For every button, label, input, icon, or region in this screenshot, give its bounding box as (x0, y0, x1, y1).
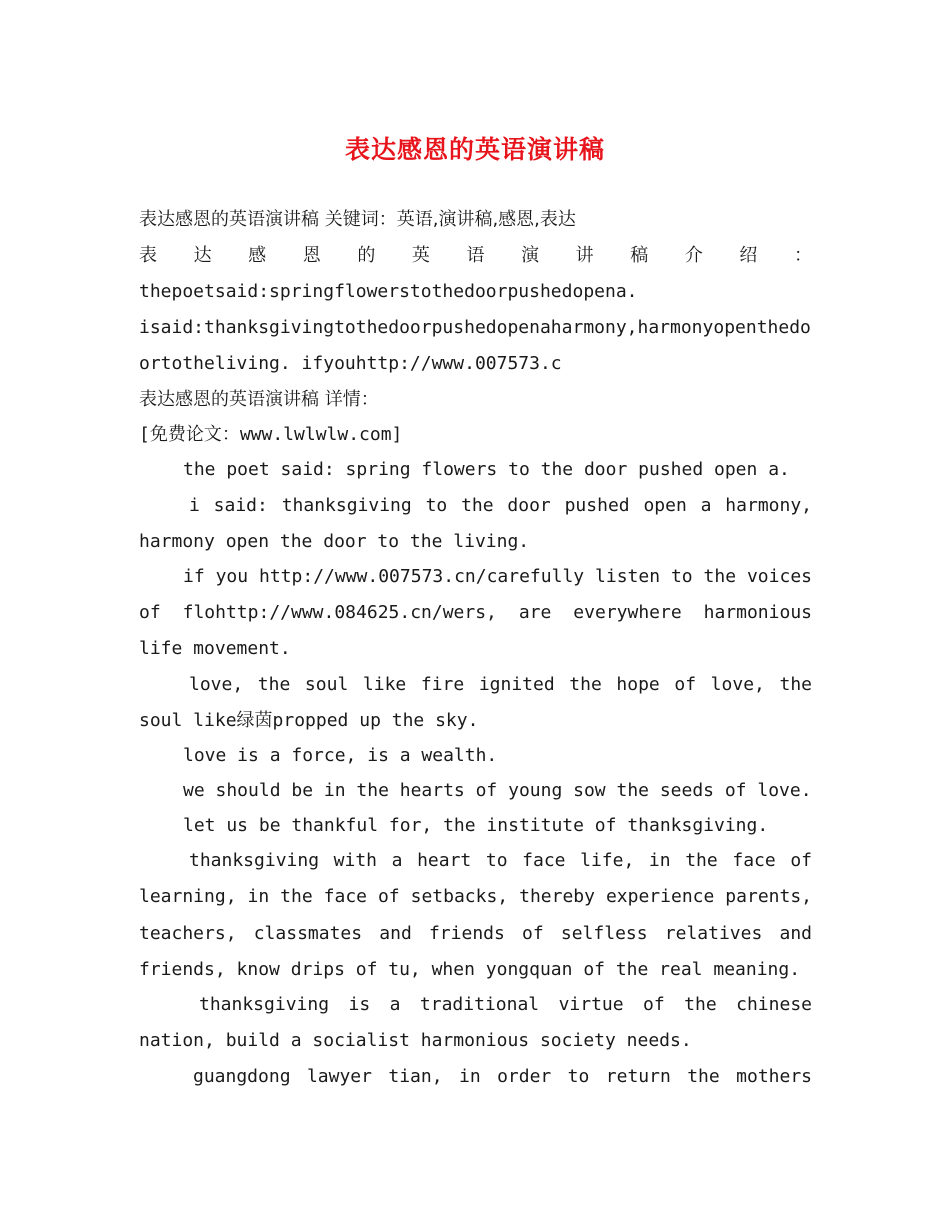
body-line: friends, know drips of tu, when yongquan of the real meaning. (139, 959, 801, 980)
body-line: love, the soul like fire ignited the hope of love, the (189, 674, 812, 695)
body-line: life movement. (139, 638, 291, 659)
source-note: [免费论文：www.lwlwlw.com] (139, 424, 403, 445)
body-line: if you http://www.007573.cn/carefully listen to the voices (183, 566, 812, 587)
body-line: harmony open the door to the living. (139, 531, 530, 552)
body-line: of flohttp://www.084625.cn/wers, are everywhere harmonious (139, 602, 812, 623)
intro-text-line: isaid:thanksgivingtothedoorpushedopenaharmony,harmonyopenthedo (139, 317, 811, 338)
body-line: soul like绿茵propped up the sky. (139, 710, 479, 731)
body-line: we should be in the hearts of young sow the seeds of love. (183, 780, 812, 801)
body-line: the poet said: spring flowers to the door pushed open a. (183, 459, 790, 480)
keywords-line: 表达感恩的英语演讲稿 关键词：英语,演讲稿,感恩,表达 (139, 209, 576, 230)
document-title: 表达感恩的英语演讲稿 (344, 135, 605, 164)
intro-text-line: thepoetsaid:springflowerstothedoorpushedopena. (139, 281, 638, 302)
details-heading: 表达感恩的英语演讲稿 详情： (139, 389, 379, 410)
body-line: love is a force, is a wealth. (183, 745, 498, 766)
intro-heading: 表 达 感 恩 的 英 语 演 讲 稿 介 绍 ： (139, 245, 812, 266)
body-line: learning, in the face of setbacks, thereby experience parents, (139, 886, 812, 907)
body-line: nation, build a socialist harmonious society needs. (139, 1030, 692, 1051)
body-line: guangdong lawyer tian, in order to return the mothers (193, 1066, 812, 1087)
body-line: thanksgiving with a heart to face life, in the face of (189, 850, 812, 871)
body-line: i said: thanksgiving to the door pushed open a harmony, (189, 495, 812, 516)
body-line: let us be thankful for, the institute of thanksgiving. (183, 815, 769, 836)
intro-text-line: ortotheliving. ifyouhttp://www.007573.c (139, 353, 562, 374)
body-line: thanksgiving is a traditional virtue of the chinese (199, 994, 812, 1015)
body-line: teachers, classmates and friends of selfless relatives and (139, 923, 812, 944)
